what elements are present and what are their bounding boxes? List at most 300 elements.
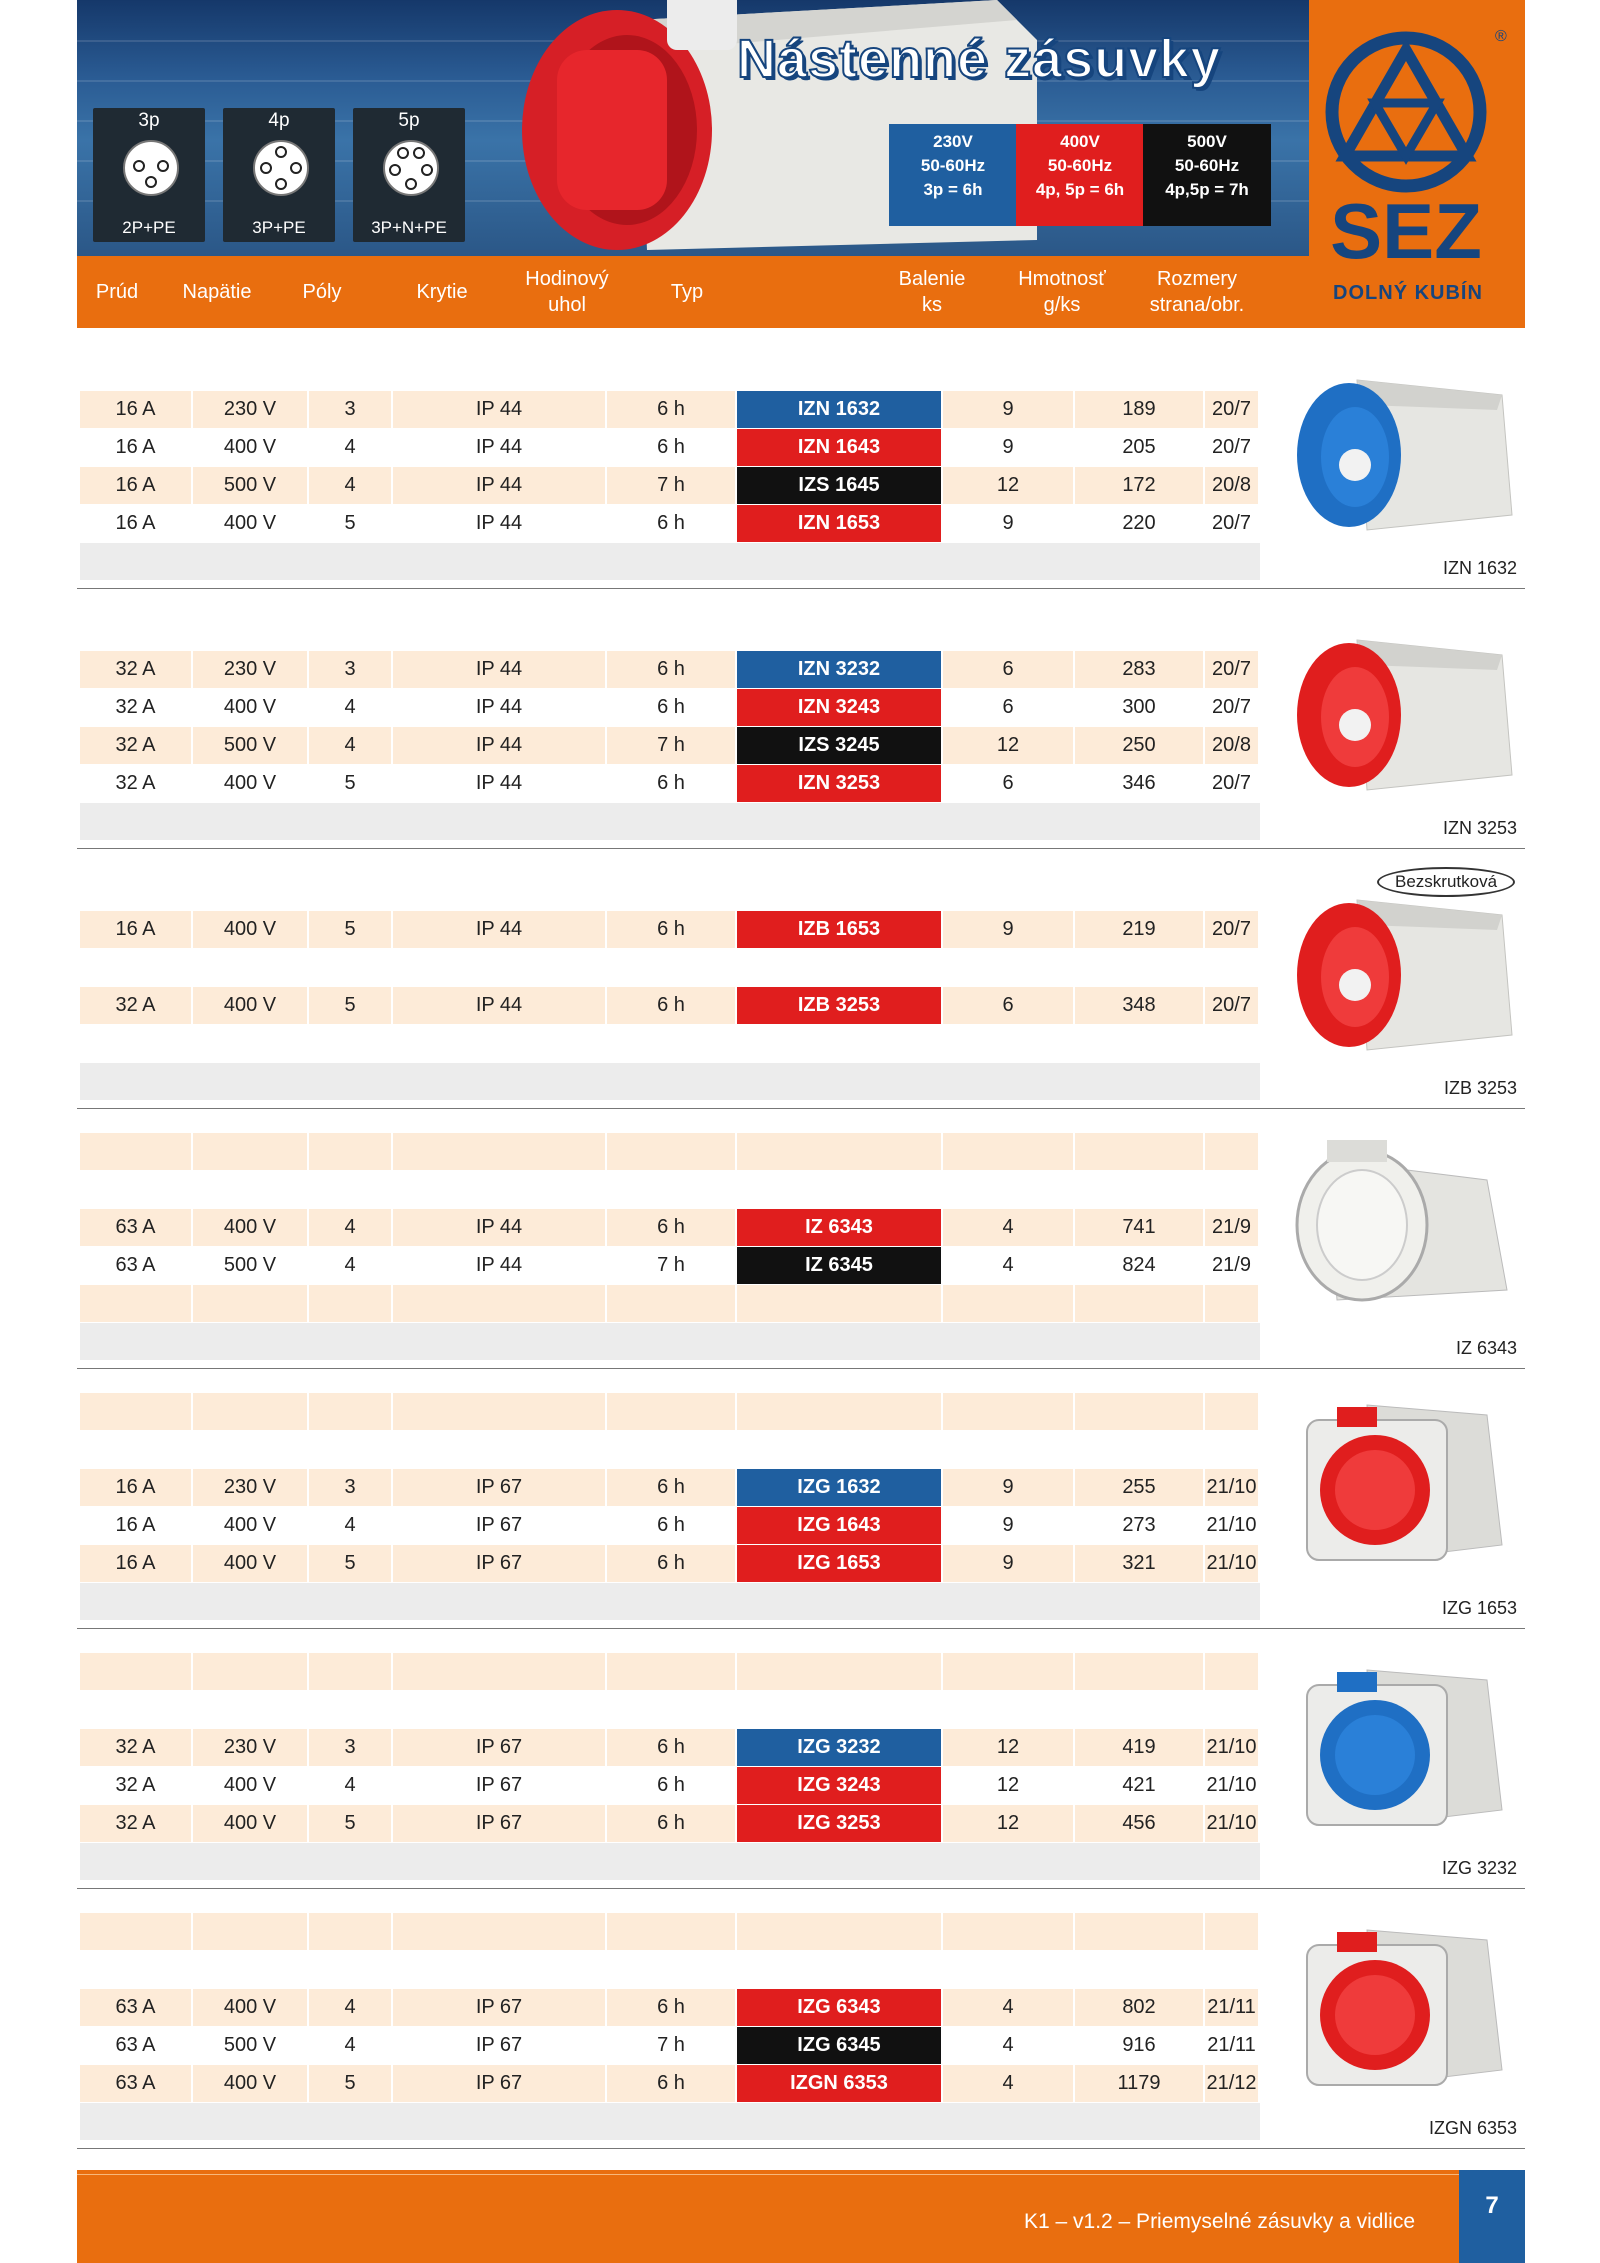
table-row	[80, 2065, 1260, 2102]
type-cell	[737, 873, 943, 910]
poles-cell	[309, 1285, 393, 1322]
package-cell: 9	[943, 1469, 1075, 1506]
package-cell: 12	[943, 727, 1075, 764]
current-cell: 32 A	[80, 689, 193, 726]
col-header-hmotnost-line1: Hmotnosť	[1018, 268, 1106, 290]
package-cell	[943, 613, 1075, 650]
protection-cell: IP 44	[393, 1247, 607, 1284]
spacer-cell	[80, 1583, 1260, 1620]
type-cell	[737, 1913, 943, 1950]
dimensions-cell: 21/11	[1205, 2027, 1260, 2064]
voltage-cell: 400 V	[193, 765, 309, 802]
type-cell: IZG 3232	[737, 1729, 943, 1766]
voltage-cell: 230 V	[193, 1469, 309, 1506]
voltage-cell	[193, 873, 309, 910]
col-header-rozmery	[1127, 256, 1267, 328]
dimensions-cell	[1205, 1171, 1260, 1208]
weight-cell: 255	[1075, 1469, 1205, 1506]
voltage-cell: 400 V	[193, 2065, 309, 2102]
protection-cell: IP 44	[393, 987, 607, 1024]
type-cell	[737, 1653, 943, 1690]
table-row	[80, 1393, 1260, 1430]
weight-cell	[1075, 1913, 1205, 1950]
current-cell: 16 A	[80, 467, 193, 504]
package-cell: 6	[943, 651, 1075, 688]
clock-cell	[607, 1653, 737, 1690]
package-cell: 6	[943, 987, 1075, 1024]
clock-cell	[607, 1285, 737, 1322]
protection-cell	[393, 613, 607, 650]
section-divider	[77, 848, 1525, 849]
clock-cell: 6 h	[607, 1469, 737, 1506]
poles-cell: 3	[309, 391, 393, 428]
col-header-hmotnost	[997, 256, 1127, 328]
poles-cell	[309, 1951, 393, 1988]
clock-cell: 6 h	[607, 505, 737, 542]
protection-cell: IP 67	[393, 2065, 607, 2102]
poles-cell	[309, 1393, 393, 1430]
product-section	[77, 873, 1525, 1129]
col-header-balenie-line2: ks	[922, 294, 942, 316]
dimensions-cell	[1205, 1133, 1260, 1170]
current-cell: 32 A	[80, 651, 193, 688]
clock-cell	[607, 1913, 737, 1950]
dimensions-cell	[1205, 1913, 1260, 1950]
voltage-cell: 400 V	[193, 1989, 309, 2026]
protection-cell: IP 67	[393, 1469, 607, 1506]
poles-cell	[309, 1133, 393, 1170]
type-cell: IZG 3243	[737, 1767, 943, 1804]
dimensions-cell: 20/7	[1205, 689, 1260, 726]
current-cell: 63 A	[80, 1209, 193, 1246]
type-cell	[737, 353, 943, 390]
voltage-value: 230V	[933, 132, 973, 151]
voltage-box-400	[1016, 124, 1144, 226]
table-row	[80, 727, 1260, 764]
protection-cell: IP 44	[393, 1209, 607, 1246]
spacer-cell	[80, 803, 1260, 840]
poles-cell: 3	[309, 651, 393, 688]
product-image	[1287, 1395, 1517, 1570]
table-row	[80, 505, 1260, 542]
voltage-value: 400V	[1060, 132, 1100, 151]
product-section	[77, 1653, 1525, 1909]
dimensions-cell: 21/10	[1205, 1507, 1260, 1544]
package-cell	[943, 873, 1075, 910]
weight-cell: 741	[1075, 1209, 1205, 1246]
dimensions-cell: 21/10	[1205, 1469, 1260, 1506]
voltage-cell: 400 V	[193, 505, 309, 542]
col-header-krytie: Krytie	[416, 281, 468, 303]
protection-cell	[393, 1913, 607, 1950]
weight-cell	[1075, 353, 1205, 390]
protection-cell: IP 67	[393, 1989, 607, 2026]
voltage-cell: 230 V	[193, 1729, 309, 1766]
protection-cell	[393, 1171, 607, 1208]
current-cell: 16 A	[80, 1507, 193, 1544]
protection-cell: IP 67	[393, 2027, 607, 2064]
poles-cell: 4	[309, 429, 393, 466]
col-header-typ: Typ	[670, 281, 704, 303]
spacer-cell	[80, 543, 1260, 580]
logo-brand: SEZ	[1330, 187, 1482, 264]
dimensions-cell: 21/11	[1205, 1989, 1260, 2026]
dimensions-cell	[1205, 613, 1260, 650]
product-caption: IZN 3253	[1442, 818, 1517, 838]
clock-cell: 7 h	[607, 467, 737, 504]
weight-cell: 273	[1075, 1507, 1205, 1544]
protection-cell: IP 44	[393, 911, 607, 948]
type-cell: IZB 3253	[737, 987, 943, 1024]
voltage-cell: 400 V	[193, 1545, 309, 1582]
section-divider	[77, 2148, 1525, 2149]
clock-cell: 6 h	[607, 1507, 737, 1544]
poles-cell: 3	[309, 1469, 393, 1506]
current-cell: 63 A	[80, 2065, 193, 2102]
type-cell: IZG 6343	[737, 1989, 943, 2026]
poles-cell: 4	[309, 1767, 393, 1804]
weight-cell: 205	[1075, 429, 1205, 466]
type-cell: IZG 1643	[737, 1507, 943, 1544]
package-cell: 6	[943, 765, 1075, 802]
col-header-hodinovy-line1: Hodinový	[525, 268, 609, 290]
weight-cell	[1075, 1691, 1205, 1728]
protection-cell: IP 44	[393, 765, 607, 802]
protection-cell	[393, 1285, 607, 1322]
poles-cell	[309, 353, 393, 390]
protection-cell: IP 44	[393, 651, 607, 688]
package-cell: 9	[943, 1507, 1075, 1544]
clock-cell	[607, 1133, 737, 1170]
dimensions-cell: 20/8	[1205, 727, 1260, 764]
pole-caption: 3P+N+PE	[371, 218, 447, 237]
weight-cell: 219	[1075, 911, 1205, 948]
clock-cell: 6 h	[607, 429, 737, 466]
table-row	[80, 987, 1260, 1024]
dimensions-cell: 21/10	[1205, 1805, 1260, 1842]
weight-cell	[1075, 1171, 1205, 1208]
table-spacer-row	[80, 1843, 1260, 1880]
clock-cell: 6 h	[607, 1989, 737, 2026]
weight-cell: 348	[1075, 987, 1205, 1024]
table-row	[80, 911, 1260, 948]
table-row	[80, 1133, 1260, 1170]
voltage-cell: 500 V	[193, 467, 309, 504]
table-row	[80, 1691, 1260, 1728]
col-header-rozmery-line2: strana/obr.	[1149, 294, 1245, 316]
weight-cell: 220	[1075, 505, 1205, 542]
table-row	[80, 391, 1260, 428]
protection-cell: IP 44	[393, 689, 607, 726]
plug-5p-icon	[383, 140, 439, 196]
table-row	[80, 873, 1260, 910]
clock-cell: 6 h	[607, 1805, 737, 1842]
voltage-frequency: 50-60Hz	[1174, 156, 1240, 175]
table-row	[80, 1285, 1260, 1322]
current-cell	[80, 1951, 193, 1988]
weight-cell: 321	[1075, 1545, 1205, 1582]
spacer-cell	[80, 1843, 1260, 1880]
dimensions-cell: 21/12	[1205, 2065, 1260, 2102]
package-cell: 9	[943, 391, 1075, 428]
protection-cell	[393, 1133, 607, 1170]
protection-cell: IP 67	[393, 1729, 607, 1766]
type-cell: IZN 1632	[737, 391, 943, 428]
voltage-cell	[193, 1431, 309, 1468]
current-cell	[80, 353, 193, 390]
clock-cell	[607, 1691, 737, 1728]
dimensions-cell	[1205, 873, 1260, 910]
footer-divider	[77, 2174, 1525, 2175]
package-cell	[943, 1025, 1075, 1062]
type-cell	[737, 1691, 943, 1728]
col-header-hodinovy-line2: uhol	[548, 294, 586, 316]
dimensions-cell: 20/7	[1205, 505, 1260, 542]
voltage-cell: 500 V	[193, 727, 309, 764]
package-cell: 4	[943, 1989, 1075, 2026]
voltage-cell	[193, 1285, 309, 1322]
poles-cell	[309, 1691, 393, 1728]
page-footer	[77, 2170, 1525, 2263]
voltage-frequency: 50-60Hz	[920, 156, 986, 175]
type-cell	[737, 949, 943, 986]
weight-cell	[1075, 949, 1205, 986]
voltage-box-230	[889, 124, 1017, 226]
poles-cell: 5	[309, 505, 393, 542]
package-cell	[943, 1691, 1075, 1728]
protection-cell	[393, 873, 607, 910]
sez-logo	[1317, 28, 1495, 264]
package-cell: 4	[943, 2027, 1075, 2064]
poles-cell: 4	[309, 1209, 393, 1246]
table-spacer-row	[80, 543, 1260, 580]
product-image	[1287, 625, 1517, 800]
type-cell	[737, 1171, 943, 1208]
page-title: Nástenné zásuvky	[737, 29, 1222, 89]
package-cell	[943, 1171, 1075, 1208]
weight-cell: 421	[1075, 1767, 1205, 1804]
package-cell: 9	[943, 505, 1075, 542]
clock-cell: 7 h	[607, 2027, 737, 2064]
protection-cell: IP 67	[393, 1507, 607, 1544]
voltage-hour: 3p = 6h	[923, 180, 983, 199]
dimensions-cell: 21/10	[1205, 1729, 1260, 1766]
voltage-cell	[193, 353, 309, 390]
product-section	[77, 613, 1525, 869]
voltage-cell: 230 V	[193, 391, 309, 428]
voltage-cell: 400 V	[193, 1209, 309, 1246]
weight-cell	[1075, 1653, 1205, 1690]
weight-cell	[1075, 1951, 1205, 1988]
voltage-cell	[193, 1393, 309, 1430]
voltage-cell: 400 V	[193, 429, 309, 466]
type-cell: IZS 1645	[737, 467, 943, 504]
weight-cell	[1075, 873, 1205, 910]
type-cell: IZS 3245	[737, 727, 943, 764]
voltage-box-500	[1143, 124, 1271, 226]
voltage-cell	[193, 1653, 309, 1690]
current-cell: 32 A	[80, 765, 193, 802]
voltage-cell: 400 V	[193, 987, 309, 1024]
dimensions-cell: 21/10	[1205, 1545, 1260, 1582]
dimensions-cell: 20/8	[1205, 467, 1260, 504]
package-cell: 12	[943, 1767, 1075, 1804]
table-row	[80, 651, 1260, 688]
type-cell	[737, 1951, 943, 1988]
voltage-cell: 400 V	[193, 911, 309, 948]
table-row	[80, 1545, 1260, 1582]
weight-cell: 172	[1075, 467, 1205, 504]
table-row	[80, 1507, 1260, 1544]
clock-cell: 6 h	[607, 689, 737, 726]
clock-cell: 6 h	[607, 391, 737, 428]
clock-cell: 6 h	[607, 987, 737, 1024]
pole-caption: 3P+PE	[252, 218, 306, 237]
table-spacer-row	[80, 803, 1260, 840]
type-cell	[737, 1025, 943, 1062]
weight-cell: 346	[1075, 765, 1205, 802]
package-cell	[943, 1393, 1075, 1430]
weight-cell	[1075, 1285, 1205, 1322]
current-cell: 16 A	[80, 429, 193, 466]
pole-label: 3p	[138, 110, 160, 131]
clock-cell	[607, 1025, 737, 1062]
weight-cell	[1075, 613, 1205, 650]
type-cell: IZ 6345	[737, 1247, 943, 1284]
type-cell: IZG 6345	[737, 2027, 943, 2064]
protection-cell	[393, 1393, 607, 1430]
type-cell: IZ 6343	[737, 1209, 943, 1246]
weight-cell: 419	[1075, 1729, 1205, 1766]
table-spacer-row	[80, 2103, 1260, 2140]
pole-box-4p	[223, 108, 335, 242]
voltage-cell: 400 V	[193, 1767, 309, 1804]
product-section	[77, 1913, 1525, 2169]
voltage-hour: 4p, 5p = 6h	[1035, 180, 1125, 199]
current-cell: 32 A	[80, 1767, 193, 1804]
poles-cell: 3	[309, 1729, 393, 1766]
product-caption: IZN 1632	[1442, 558, 1517, 578]
pole-box-5p	[353, 108, 465, 242]
weight-cell	[1075, 1133, 1205, 1170]
footer-text: K1 – v1.2 – Priemyselné zásuvky a vidlice	[1023, 2210, 1415, 2233]
protection-cell: IP 67	[393, 1805, 607, 1842]
package-cell	[943, 1913, 1075, 1950]
table-row	[80, 1247, 1260, 1284]
type-cell: IZG 1653	[737, 1545, 943, 1582]
spacer-cell	[80, 1063, 1260, 1100]
weight-cell: 283	[1075, 651, 1205, 688]
column-headers	[77, 256, 1309, 328]
table-row	[80, 1431, 1260, 1468]
dimensions-cell: 20/7	[1205, 429, 1260, 466]
type-cell: IZN 3232	[737, 651, 943, 688]
product-image	[1287, 1140, 1517, 1315]
product-image	[1287, 885, 1517, 1060]
plug-3p-icon	[123, 140, 179, 196]
product-caption: IZG 3232	[1441, 1858, 1517, 1878]
product-caption: IZG 1653	[1441, 1598, 1517, 1618]
type-cell: IZN 3243	[737, 689, 943, 726]
dimensions-cell: 21/9	[1205, 1247, 1260, 1284]
section-divider	[77, 1888, 1525, 1889]
table-row	[80, 1805, 1260, 1842]
weight-cell: 1179	[1075, 2065, 1205, 2102]
package-cell	[943, 353, 1075, 390]
poles-cell: 4	[309, 2027, 393, 2064]
type-cell: IZB 1653	[737, 911, 943, 948]
protection-cell: IP 67	[393, 1767, 607, 1804]
type-cell: IZG 3253	[737, 1805, 943, 1842]
weight-cell: 824	[1075, 1247, 1205, 1284]
protection-cell	[393, 1025, 607, 1062]
clock-cell: 6 h	[607, 1209, 737, 1246]
dimensions-cell	[1205, 353, 1260, 390]
page-header	[77, 0, 1525, 328]
current-cell: 32 A	[80, 727, 193, 764]
dimensions-cell: 20/7	[1205, 987, 1260, 1024]
current-cell	[80, 1913, 193, 1950]
current-cell	[80, 1171, 193, 1208]
section-divider	[77, 588, 1525, 589]
table-spacer-row	[80, 1323, 1260, 1360]
current-cell	[80, 1393, 193, 1430]
voltage-cell	[193, 613, 309, 650]
poles-cell: 5	[309, 987, 393, 1024]
product-section	[77, 353, 1525, 609]
table-row	[80, 1951, 1260, 1988]
clock-cell	[607, 1393, 737, 1430]
package-cell	[943, 1951, 1075, 1988]
voltage-cell: 400 V	[193, 1507, 309, 1544]
current-cell	[80, 1285, 193, 1322]
package-cell: 9	[943, 911, 1075, 948]
weight-cell	[1075, 1393, 1205, 1430]
poles-cell: 4	[309, 1989, 393, 2026]
type-cell	[737, 613, 943, 650]
protection-cell	[393, 1431, 607, 1468]
protection-cell: IP 44	[393, 505, 607, 542]
dimensions-cell	[1205, 1431, 1260, 1468]
current-cell	[80, 1691, 193, 1728]
table-row	[80, 429, 1260, 466]
current-cell	[80, 1133, 193, 1170]
package-cell	[943, 1285, 1075, 1322]
current-cell	[80, 1431, 193, 1468]
clock-cell	[607, 1951, 737, 1988]
weight-cell: 456	[1075, 1805, 1205, 1842]
current-cell: 16 A	[80, 1469, 193, 1506]
poles-cell	[309, 1431, 393, 1468]
clock-cell: 6 h	[607, 2065, 737, 2102]
package-cell	[943, 1653, 1075, 1690]
dimensions-cell	[1205, 1025, 1260, 1062]
package-cell: 9	[943, 1545, 1075, 1582]
col-header-hodinovy	[517, 256, 617, 328]
package-cell	[943, 1133, 1075, 1170]
current-cell: 63 A	[80, 2027, 193, 2064]
weight-cell: 802	[1075, 1989, 1205, 2026]
product-section	[77, 1133, 1525, 1389]
table-row	[80, 1653, 1260, 1690]
voltage-cell	[193, 1171, 309, 1208]
package-cell: 4	[943, 1209, 1075, 1246]
current-cell: 16 A	[80, 1545, 193, 1582]
col-header-hmotnost-line2: g/ks	[1043, 294, 1081, 316]
clock-cell	[607, 613, 737, 650]
poles-cell: 4	[309, 727, 393, 764]
type-cell: IZN 3253	[737, 765, 943, 802]
